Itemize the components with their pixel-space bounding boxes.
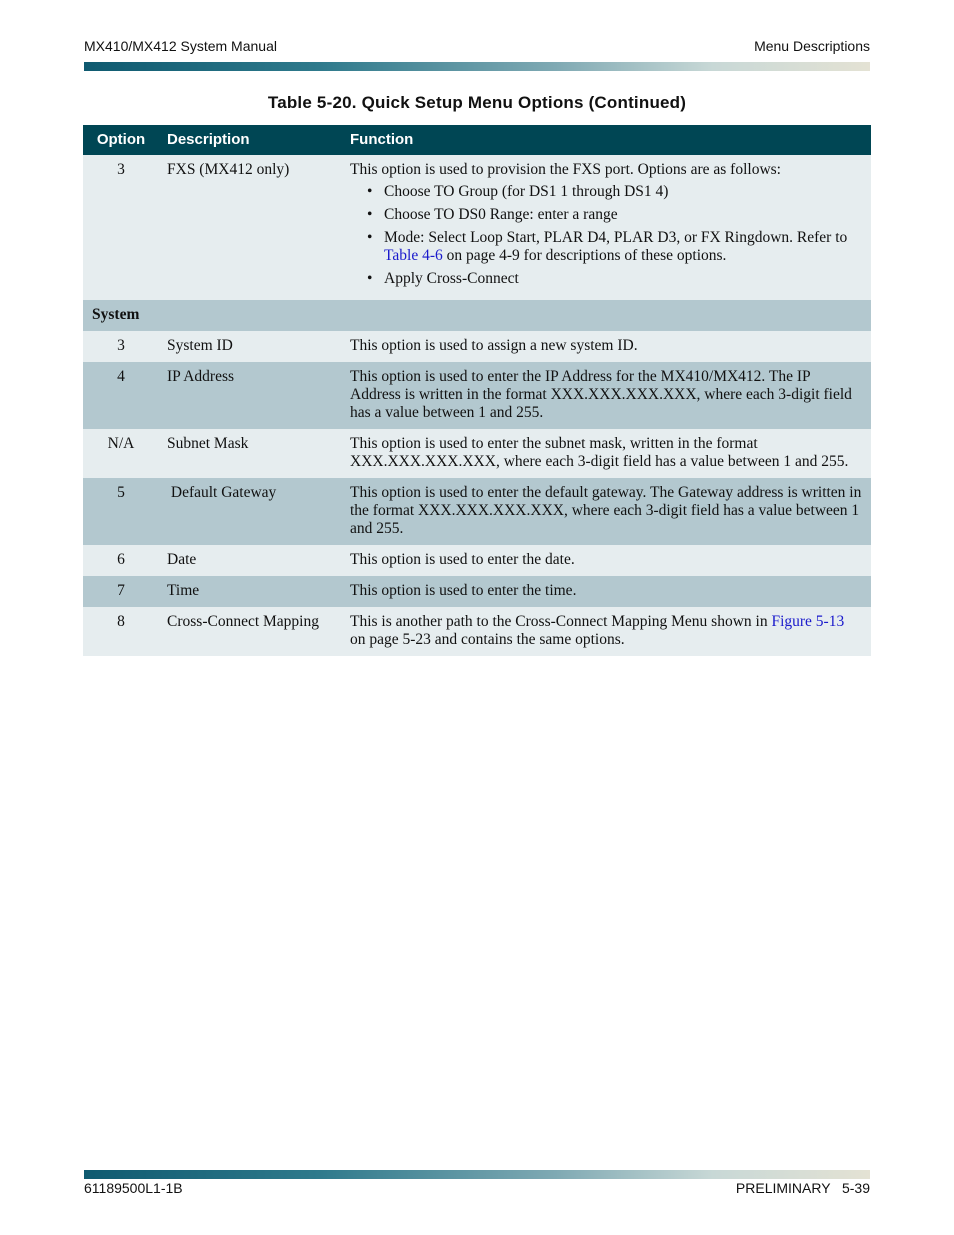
- bullet-item: [384, 229, 863, 265]
- bullet-text: on page 4-9 for descriptions of these options.: [442, 247, 727, 264]
- bullet-item: • Choose TO DS0 Range: enter a range: [384, 206, 863, 224]
- header-divider: [84, 62, 870, 71]
- function-cell: [342, 155, 871, 300]
- option-cell: 3: [83, 331, 159, 362]
- header-manual-title: MX410/MX412 System Manual: [84, 38, 277, 54]
- table-title: Table 5-20. Quick Setup Menu Options (Continued): [267, 93, 687, 112]
- section-row-system: [83, 300, 871, 331]
- description-cell: Cross-Connect Mapping: [159, 607, 342, 656]
- function-cell: This option is used to enter the date.: [342, 545, 871, 576]
- header-section-title: Menu Descriptions: [754, 38, 870, 54]
- description-cell: System ID: [159, 331, 342, 362]
- function-cell: This option is used to enter the subnet mask, written in the format XXX.XXX.XXX.XXX, where each 3-digit field has a value between 1 and 255.: [342, 429, 871, 478]
- description-cell: Default Gateway: [159, 478, 342, 545]
- column-header-option: Option: [83, 125, 159, 155]
- table-row: [83, 576, 871, 607]
- function-cell: This option is used to enter the time.: [342, 576, 871, 607]
- option-cell: N/A: [83, 429, 159, 478]
- description-cell: Date: [159, 545, 342, 576]
- bullet-item: • Apply Cross-Connect: [384, 270, 863, 288]
- function-cell: This option is used to enter the default gateway. The Gateway address is written in the format XXX.XXX.XXX.XXX, where each 3-digit field has a value between 1 and 255.: [342, 478, 871, 545]
- description-cell: IP Address: [159, 362, 342, 429]
- description-cell: Subnet Mask: [159, 429, 342, 478]
- function-bullet-list: [350, 183, 863, 288]
- table-4-6-link[interactable]: Table 4-6: [384, 247, 443, 264]
- table-row: [83, 362, 871, 429]
- table-row: [83, 429, 871, 478]
- table-row: [83, 331, 871, 362]
- function-text: This option is used to provision the FXS port. Options are as follows:: [350, 161, 781, 178]
- table-header-row: [83, 125, 871, 155]
- bullet-item: • Choose TO Group (for DS1 1 through DS1 4): [384, 183, 863, 201]
- function-cell: [342, 607, 871, 656]
- figure-5-13-link[interactable]: Figure 5-13: [771, 613, 845, 630]
- function-text: on page 5-23 and contains the same options.: [350, 631, 625, 648]
- option-cell: 8: [83, 607, 159, 656]
- column-header-description: Description: [159, 125, 342, 155]
- column-header-function: Function: [342, 125, 871, 155]
- option-cell: 6: [83, 545, 159, 576]
- options-table: [83, 125, 871, 656]
- function-cell: This option is used to enter the IP Address for the MX410/MX412. The IP Address is written in the format XXX.XXX.XXX.XXX, where each 3-digit field has a value between 1 and 255.: [342, 362, 871, 429]
- option-cell: 3: [83, 155, 159, 300]
- description-cell: Time: [159, 576, 342, 607]
- table-row: [83, 478, 871, 545]
- footer-document-number: 61189500L1-1B: [84, 1180, 183, 1196]
- section-heading: System: [83, 300, 871, 331]
- table-row: [83, 155, 871, 300]
- table-row: [83, 607, 871, 656]
- function-text: This is another path to the Cross-Connect Mapping Menu shown in: [350, 613, 772, 630]
- footer-page-number: PRELIMINARY 5-39: [735, 1180, 870, 1196]
- option-cell: 7: [83, 576, 159, 607]
- table-row: [83, 545, 871, 576]
- option-cell: 5: [83, 478, 159, 545]
- footer-divider: [84, 1170, 870, 1179]
- function-cell: This option is used to assign a new system ID.: [342, 331, 871, 362]
- bullet-text: Mode: Select Loop Start, PLAR D4, PLAR D3, or FX Ringdown. Refer to: [384, 229, 848, 246]
- description-cell: FXS (MX412 only): [159, 155, 342, 300]
- option-cell: 4: [83, 362, 159, 429]
